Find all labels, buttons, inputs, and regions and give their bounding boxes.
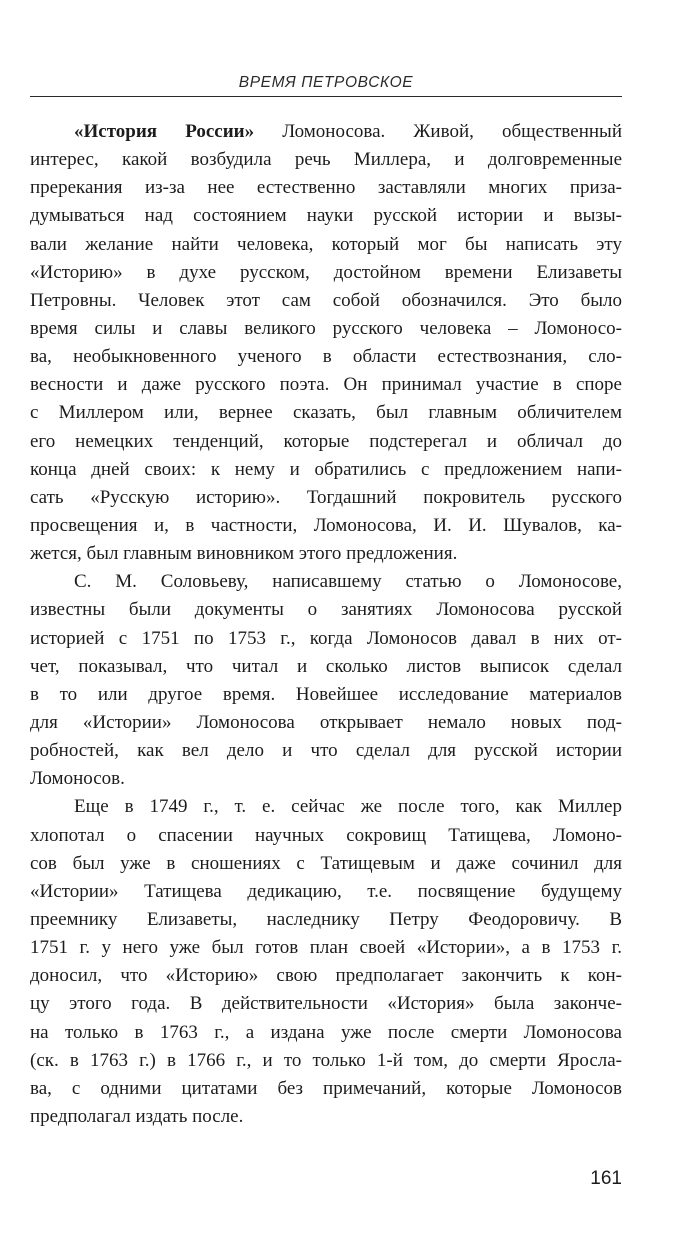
- text-line: Еще в 1749 г., т. е. сейчас же после того, как Миллер: [74, 796, 622, 818]
- text-line: хлопотал о спасении научных сокровищ Татищева, Ломоно-: [30, 824, 622, 846]
- text-line: (ск. в 1763 г.) в 1766 г., и то только 1-й том, до смерти Яросла-: [30, 1049, 622, 1071]
- text-line: вали желание найти человека, который мог бы написать эту: [30, 233, 622, 255]
- text-line: 1751 г. у него уже был готов план своей «Истории», а в 1753 г.: [30, 937, 622, 959]
- text-line: известны были документы о занятиях Ломоносова русской: [30, 599, 622, 621]
- text-line: время силы и славы великого русского человека – Ломоносо-: [30, 317, 622, 339]
- text-line: чет, показывал, что читал и сколько листов выписок сделал: [30, 655, 622, 677]
- text-line: робностей, как вел дело и что сделал для русской истории: [30, 740, 622, 762]
- header-rule: [30, 96, 622, 97]
- body-text: [30, 118, 622, 1131]
- text-line: преемнику Елизаветы, наследнику Петру Феодоровичу. В: [30, 908, 622, 930]
- text-line: цу этого года. В действительности «История» была законче-: [30, 993, 622, 1015]
- paragraph-history-of-russia: [30, 118, 622, 568]
- text-line: для «Истории» Ломоносова открывает немало новых под-: [30, 711, 622, 733]
- text-line: его немецких тенденций, которые подстерегал и обличал до: [30, 430, 622, 452]
- text-line: пререкания из-за нее естественно заставляли многих приза-: [30, 177, 622, 199]
- text-line: жется, был главным виновником этого предложения.: [30, 543, 458, 565]
- text-line: Ломоносов.: [30, 768, 125, 790]
- text-line: думываться над состоянием науки русской истории и вызы-: [30, 205, 622, 227]
- page-number: 161: [590, 1168, 622, 1189]
- text-line: С. М. Соловьеву, написавшему статью о Ломоносове,: [74, 571, 622, 593]
- text-line: сов был уже в сношениях с Татищевым и даже сочинил для: [30, 852, 622, 874]
- text-line: историей с 1751 по 1753 г., когда Ломоносов давал в них от-: [30, 627, 622, 649]
- text-line: «Историю» в духе русском, достойном времени Елизаветы: [30, 261, 622, 283]
- text-line: «Истории» Татищева дедикацию, т.е. посвящение будущему: [30, 880, 622, 902]
- text-line: доносил, что «Историю» свою предполагает закончить к кон-: [30, 965, 622, 987]
- text-line: весности и даже русского поэта. Он принимал участие в споре: [30, 374, 622, 396]
- running-head: ВРЕМЯ ПЕТРОВСКОЕ: [238, 74, 414, 91]
- text-line: Петровны. Человек этот сам собой обозначился. Это было: [30, 289, 622, 311]
- text-line: с Миллером или, вернее сказать, был главным обличителем: [30, 402, 622, 424]
- paragraph-1749: [30, 793, 622, 1131]
- text-line: предполагал издать после.: [30, 1105, 244, 1127]
- text-line: ва, необыкновенного ученого в области естествознания, сло-: [30, 346, 622, 368]
- text-line: интерес, какой возбудила речь Миллера, и долговременные: [30, 149, 622, 171]
- section-lead-bold: «История России»: [74, 121, 255, 142]
- text-line: сать «Русскую историю». Тогдашний покровитель русского: [30, 486, 622, 508]
- text-line: ва, с одними цитатами без примечаний, которые Ломоносов: [30, 1077, 622, 1099]
- text-line: «История России» Ломоносова. Живой, общественный: [74, 121, 622, 142]
- paragraph-soloviev: [30, 568, 622, 793]
- text-line: просвещения и, в частности, Ломоносова, И. И. Шувалов, ка-: [30, 514, 622, 536]
- text-line: в то или другое время. Новейшее исследование материалов: [30, 683, 622, 705]
- text-line: конца дней своих: к нему и обратились с предложением напи-: [30, 458, 622, 480]
- text-line: на только в 1763 г., а издана уже после смерти Ломоносова: [30, 1021, 622, 1043]
